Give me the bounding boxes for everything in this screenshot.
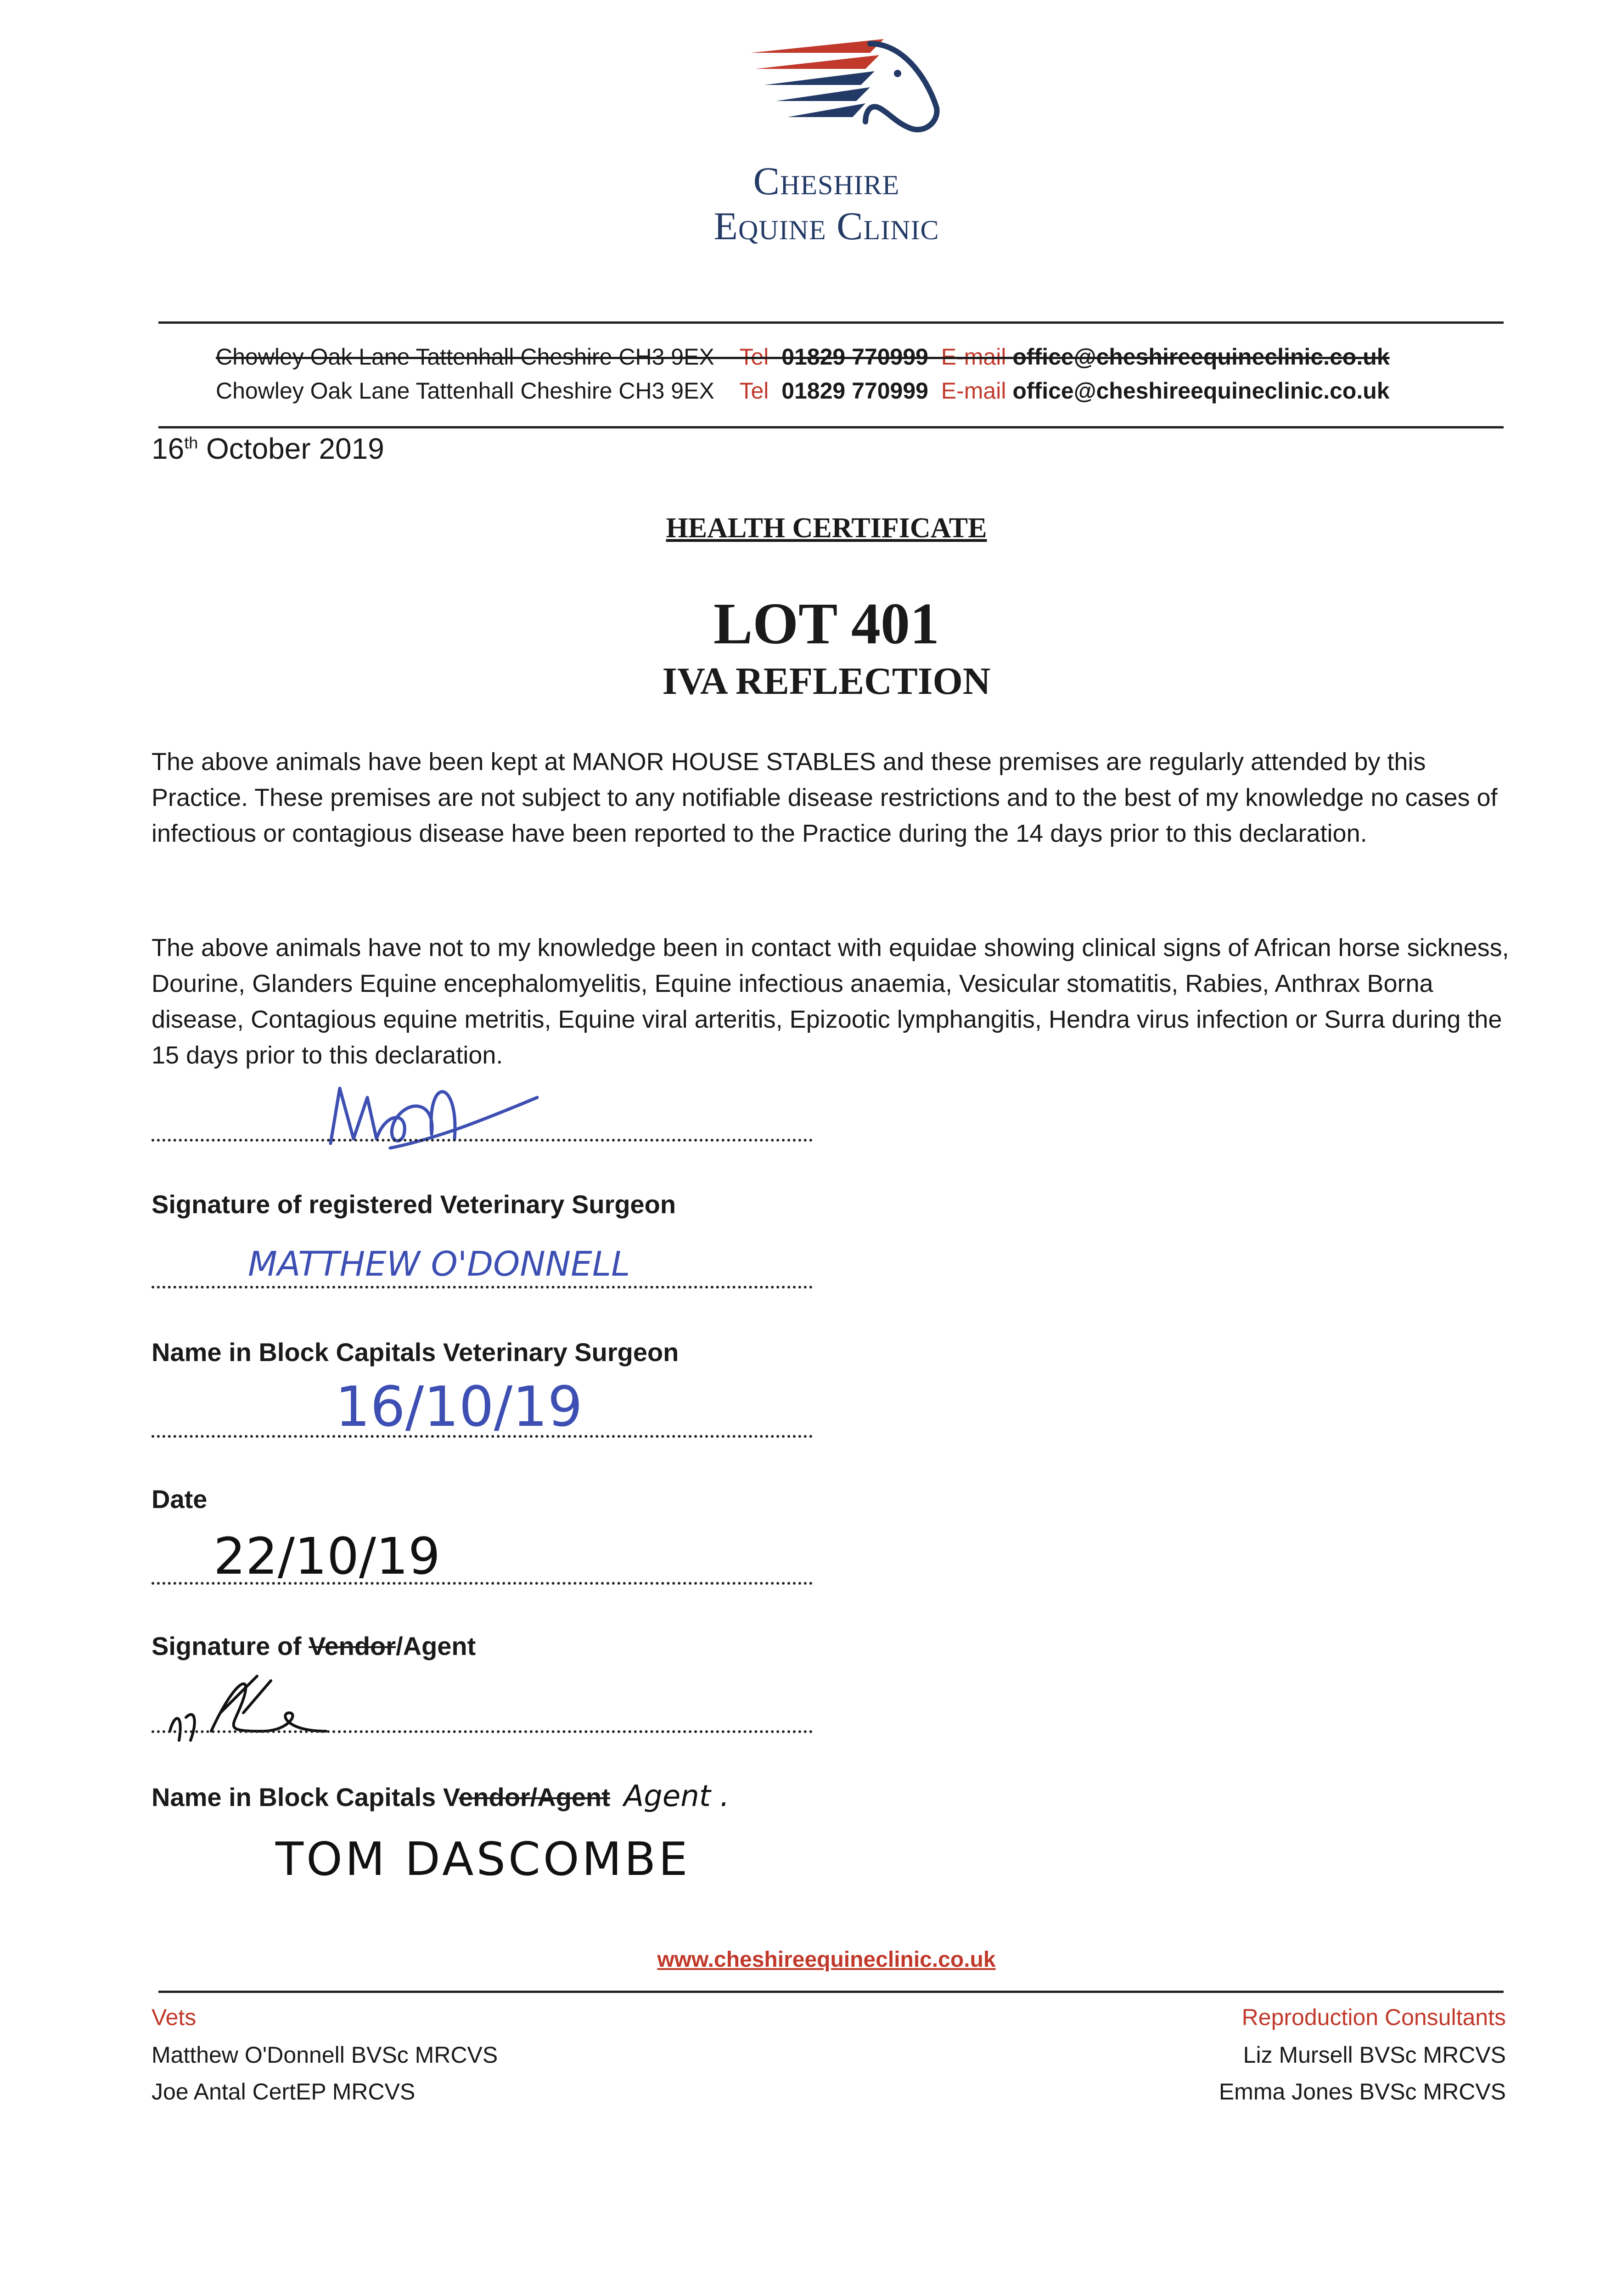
website-link[interactable]: www.cheshireequineclinic.co.uk bbox=[657, 1947, 996, 1972]
vet-list-item: Matthew O'Donnell BVSc MRCVS bbox=[152, 2042, 498, 2068]
date-label: Date bbox=[152, 1485, 208, 1514]
document-date: 16th October 2019 bbox=[152, 432, 384, 465]
header-rule-top bbox=[158, 321, 1504, 324]
horse-head-logo-icon bbox=[751, 39, 937, 129]
address-line bbox=[216, 377, 1501, 404]
agent-name-handwritten: TOM DASCOMBE bbox=[275, 1832, 691, 1886]
vet-signature-line[interactable] bbox=[152, 1139, 813, 1142]
email-label: E-mail bbox=[941, 378, 1006, 404]
repro-heading: Reproduction Consultants bbox=[1241, 2004, 1506, 2030]
lot-number: LOT 401 bbox=[713, 591, 939, 656]
agent-name-handwritten-note: Agent . bbox=[623, 1779, 730, 1813]
repro-column bbox=[1203, 2000, 1506, 2110]
vets-column bbox=[152, 2000, 498, 2110]
vet-signature-label: Signature of registered Veterinary Surgeon bbox=[152, 1190, 676, 1219]
vet-signature-scribble bbox=[321, 1070, 560, 1162]
agent-signature-line[interactable] bbox=[152, 1730, 813, 1733]
clinic-logo bbox=[732, 34, 943, 158]
declaration-paragraph-2: The above animals have not to my knowledge been in contact with equidae showing clinical signs of African horse sickness, Dourine, Glanders Equine encephalomyelitis, Equine infectious anaemia, Vesicular stomatitis, Rabies, Anthrax Borna disease, Contagious equine metritis, Equine viral arteritis, Epizootic lymphangitis, Hendra virus infection or Surra during the 15 days prior to this declaration. bbox=[152, 934, 1509, 1069]
header-rule-bottom bbox=[158, 426, 1504, 428]
address-line-struck: Chowley Oak Lane Tattenhall Cheshire CH3 9EX Tel 01829 770999 E-mail office@cheshireequineclinic.co.uk bbox=[216, 344, 1390, 370]
horse-name: IVA REFLECTION bbox=[662, 660, 991, 703]
agent-date-handwritten: 22/10/19 bbox=[213, 1527, 441, 1586]
agent-date-line[interactable] bbox=[152, 1582, 813, 1585]
declaration-paragraph-1: The above animals have been kept at MANOR HOUSE STABLES and these premises are regularly attended by this Practice. These premises are not subject to any notifiable disease restrictions and to the best of my knowledge no cases of infectious or contagious disease have been reported to the Practice during the 14 days prior to this declaration. bbox=[152, 748, 1498, 847]
vet-name-line[interactable] bbox=[152, 1286, 813, 1289]
agent-name-label: Name in Block Capitals Vendor/Agent Agent . bbox=[152, 1779, 730, 1813]
agent-signature-scribble bbox=[152, 1662, 372, 1750]
repro-list-item: Liz Mursell BVSc MRCVS bbox=[1243, 2042, 1506, 2068]
agent-signature-label: Signature of Vendor/Agent bbox=[152, 1632, 476, 1660]
vet-name-handwritten: MATTHEW O'DONNELL bbox=[248, 1244, 630, 1284]
vet-date-handwritten: 16/10/19 bbox=[335, 1375, 583, 1439]
tel-label: Tel bbox=[739, 378, 769, 404]
certificate-title: HEALTH CERTIFICATE bbox=[666, 512, 987, 544]
vets-heading: Vets bbox=[152, 2004, 197, 2030]
date-line[interactable] bbox=[152, 1435, 813, 1438]
vet-list-item: Joe Antal CertEP MRCVS bbox=[152, 2079, 416, 2105]
email-address[interactable]: office@cheshireequineclinic.co.uk bbox=[1012, 378, 1390, 404]
tel-number: 01829 770999 bbox=[781, 378, 928, 404]
vet-name-label: Name in Block Capitals Veterinary Surgeon bbox=[152, 1338, 679, 1367]
repro-list-item: Emma Jones BVSc MRCVS bbox=[1219, 2079, 1506, 2105]
footer-rule bbox=[158, 1991, 1504, 1993]
clinic-name: Cheshire Equine Clinic bbox=[713, 159, 939, 248]
address-text: Chowley Oak Lane Tattenhall Cheshire CH3 9EX bbox=[216, 378, 714, 404]
